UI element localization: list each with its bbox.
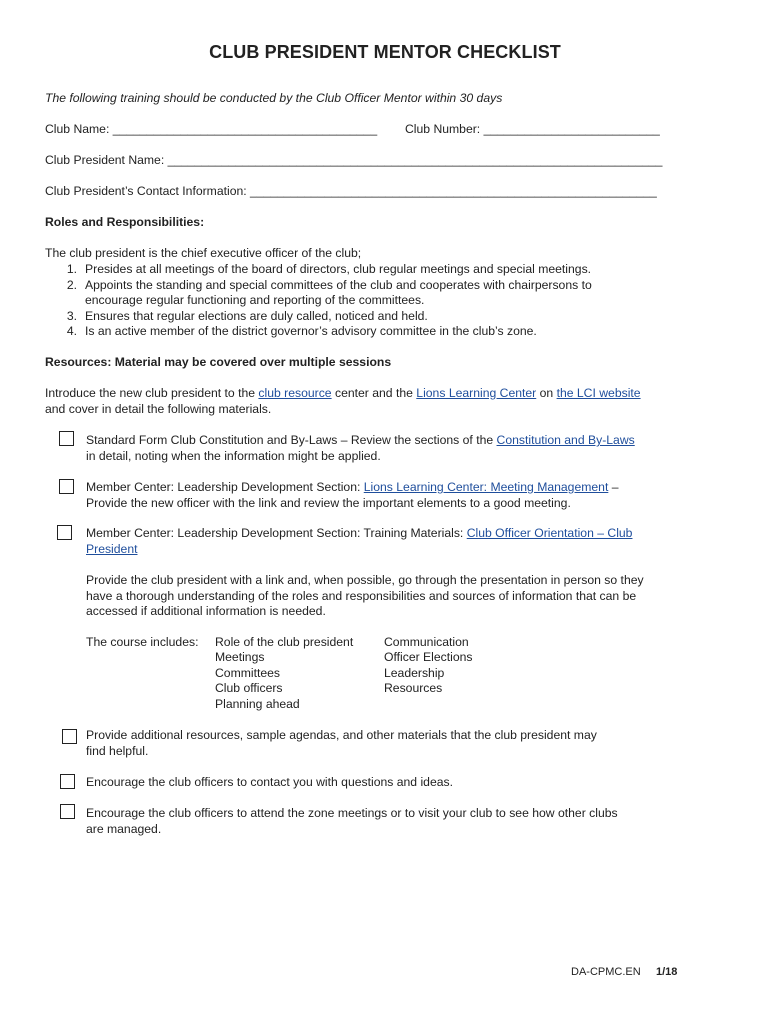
lions-learning-center-link[interactable]: Lions Learning Center [416,386,537,400]
checkbox-meeting-management[interactable] [59,479,74,494]
lci-website-link[interactable]: the LCI website [556,386,641,400]
checklist-item-1: Standard Form Club Constitution and By-Laws – Review the sections of the Constitution and By-Laws [86,433,635,447]
checkbox-additional-resources[interactable] [62,729,77,744]
course-topic: Club officers [215,681,283,695]
roles-item: 3. Ensures that regular elections are duly called, noticed and held. [66,308,428,323]
club-name-label: Club Name: [45,122,110,136]
resources-heading: Resources: Material may be covered over multiple sessions [45,355,392,369]
roles-item-cont: encourage regular functioning and reporting of the committees. [85,293,425,307]
roles-lead: The club president is the chief executive officer of the club; [45,246,362,260]
club-name-field[interactable] [45,122,377,138]
course-topic: Role of the club president [215,635,354,649]
constitution-link[interactable]: Constitution and By-Laws [496,433,635,447]
item-3-paragraph-line: have a thorough understanding of the roles and responsibilities and sources of information that can be [86,589,637,603]
checklist-item-6-line2: are managed. [86,822,162,836]
checkbox-zone-meetings[interactable] [60,804,75,819]
president-name-label: Club President Name: [45,153,165,167]
contact-blank: ____________________________________________________________ [250,184,657,198]
contact-label: Club President’s Contact Information: [45,184,247,198]
checklist-item-4-line2: find helpful. [86,744,149,758]
checklist-item-2-line2: Provide the new officer with the link and review the important elements to a good meeting. [86,496,571,510]
president-name-field[interactable] [45,153,662,169]
club-number-blank: __________________________ [483,122,660,136]
roles-item: 4. Is an active member of the district governor’s advisory committee in the club’s zone. [66,324,537,338]
contact-field[interactable] [45,184,657,200]
item-3-paragraph-line: accessed if additional information is needed. [86,604,326,618]
meeting-management-link[interactable]: Lions Learning Center: Meeting Management [363,480,609,494]
club-number-label: Club Number: [405,122,481,136]
course-topic: Planning ahead [215,697,300,711]
item-3-paragraph-line: Provide the club president with a link and, when possible, go through the presentation in person so they [86,573,644,587]
president-name-blank: _________________________________________________________________________ [167,153,663,167]
checklist-item-4: Provide additional resources, sample agendas, and other materials that the club president may [86,728,597,742]
page-title: CLUB PRESIDENT MENTOR CHECKLIST [209,42,561,62]
resources-intro: Introduce the new club president to the club resource center and the Lions Learning Center on the LCI website [45,386,641,400]
course-topic: Resources [384,681,443,695]
page-number: 1/18 [656,966,678,978]
course-topic: Meetings [215,650,265,664]
checklist-item-6: Encourage the club officers to attend the zone meetings or to visit your club to see how other clubs [86,806,618,820]
roles-item: 1. Presides at all meetings of the board of directors, club regular meetings and special meetings. [66,262,592,276]
officer-orientation-link[interactable]: Club Officer Orientation – Club [466,526,633,540]
checklist-item-3: Member Center: Leadership Development Section: Training Materials: Club Officer Orientation – Club [86,526,633,540]
checkbox-officer-orientation[interactable] [57,525,72,540]
intro-text: The following training should be conducted by the Club Officer Mentor within 30 days [45,91,503,105]
roles-list [45,262,685,340]
course-topic: Committees [215,666,281,680]
checkbox-contact-questions[interactable] [60,774,75,789]
checklist-item-5: Encourage the club officers to contact you with questions and ideas. [86,775,453,789]
roles-heading: Roles and Responsibilities: [45,215,205,229]
course-topic: Communication [384,635,469,649]
club-number-field[interactable] [405,122,660,138]
officer-orientation-link-cont[interactable]: President [86,542,138,556]
course-topic: Leadership [384,666,445,680]
course-label: The course includes: [86,635,199,649]
document-code: DA-CPMC.EN [571,966,641,978]
course-topic: Officer Elections [384,650,473,664]
checklist-item-3-line2 [86,542,138,558]
club-name-blank: _______________________________________ [112,122,378,136]
checklist-item-2: Member Center: Leadership Development Section: Lions Learning Center: Meeting Management – [86,480,619,494]
roles-item: 2. Appoints the standing and special committees of the club and cooperates with chairpersons to [66,277,592,292]
club-resource-link[interactable]: club resource [258,386,332,400]
checklist-item-1-line2: in detail, noting when the information might be applied. [86,449,381,463]
resources-intro-line2: and cover in detail the following materials. [45,402,272,416]
checkbox-constitution[interactable] [59,431,74,446]
